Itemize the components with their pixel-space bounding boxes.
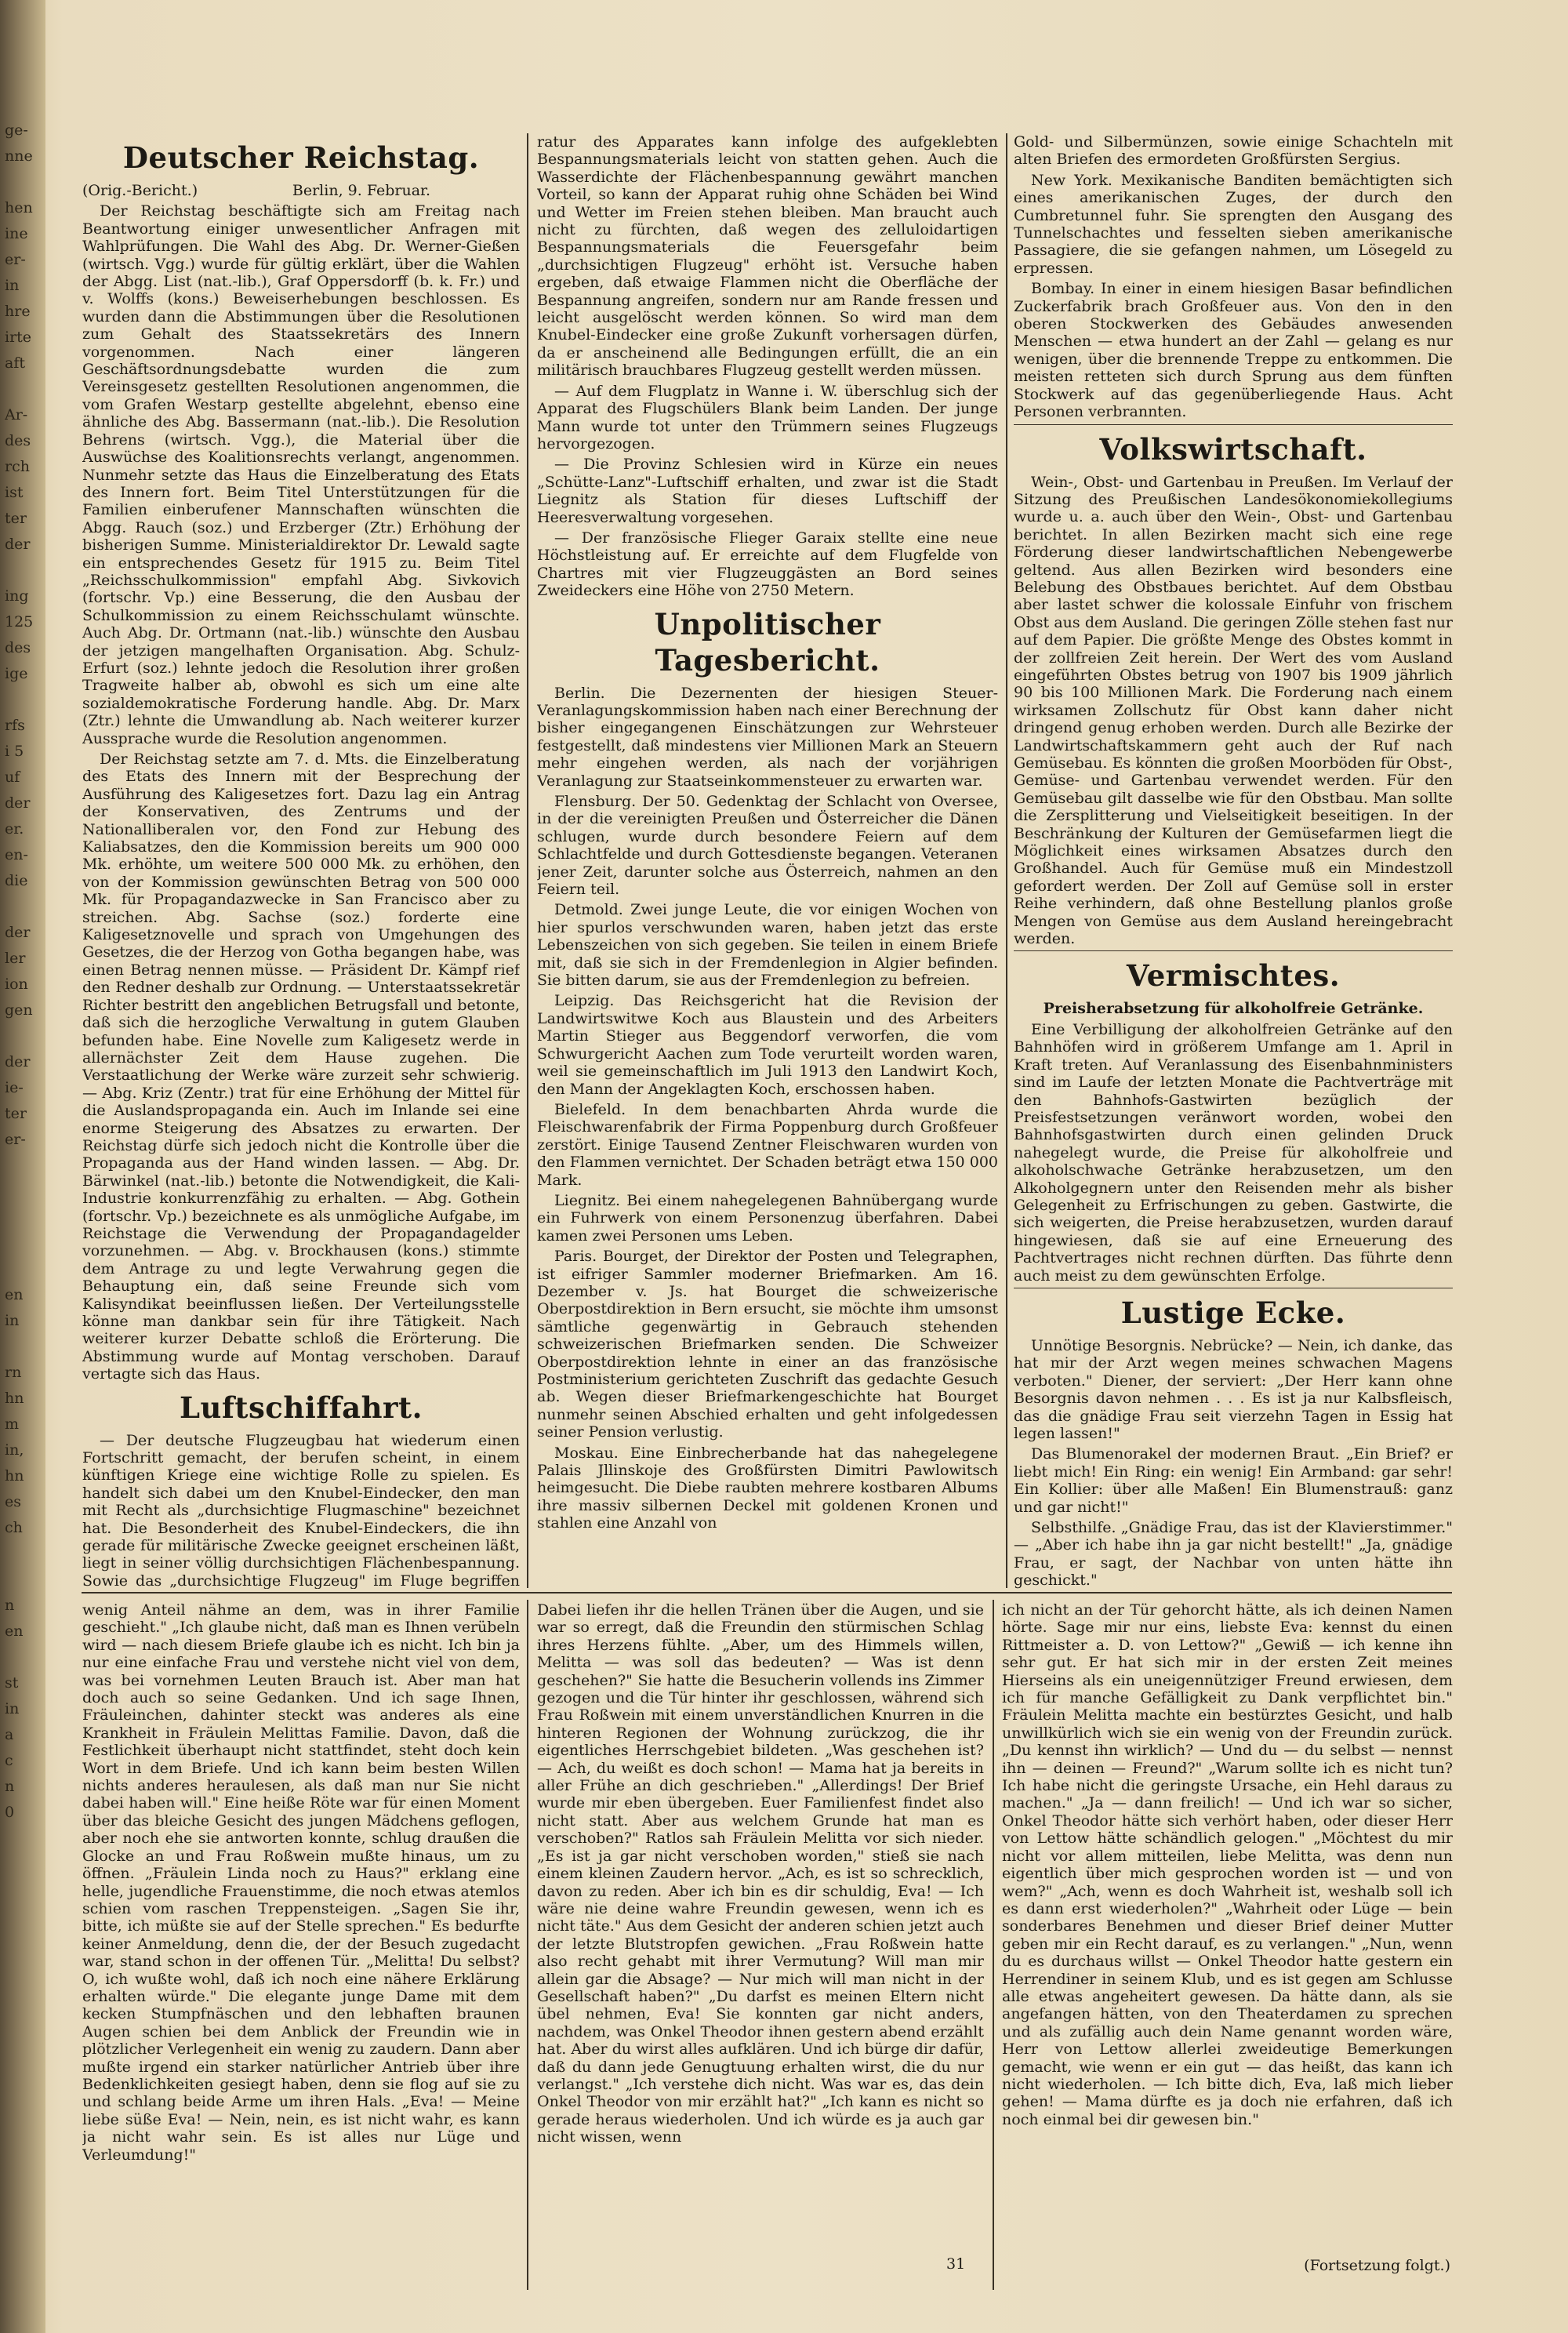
column-2 [537,133,998,1589]
gutter-fragment: der [5,536,31,553]
gutter-fragment [5,687,42,713]
rule-vermischtes [1014,950,1453,951]
gutter-fragment: en- [5,846,28,863]
gutter-fragment: des [5,639,31,656]
gutter-fragment: rn [5,1364,22,1381]
dateline: (Orig.-Bericht.) Berlin, 9. Februar. [82,182,431,199]
gutter-fragment [5,1023,42,1049]
gutter-fragment: ler [5,950,26,967]
gutter-fragment: en [5,1286,24,1303]
gutter-fragment [5,1256,42,1282]
gutter-fragment [5,558,42,583]
gutter-fragment [5,1541,42,1567]
page-number: 31 [946,2255,966,2273]
gutter-fragment: der [5,924,31,941]
gutter-fragment: n [5,1597,15,1614]
report-moskau-cont: Gold- und Silbermünzen, sowie einige Schachteln mit alten Briefen des ermordeten Großfürsten Sergius. [1014,133,1453,169]
gutter-fragment: er- [5,251,26,268]
gutter-fragment: ge- [5,122,28,139]
gutter-fragment: ige [5,665,28,682]
gutter-fragment: a [5,1726,14,1743]
gutter-fragment: hen [5,199,33,216]
gutter-fragment [5,1179,42,1205]
vermischtes-paragraph: Eine Verbilligung der alkoholfreien Getränke auf den Bahnhöfen wird in größerem Umfange am 1. April in Kraft treten. Auf Veranlassung des Eisenbahnministers sind im Laufe der letzten Monate die Pachtverträge mit den Bahnhofs-Gastwirten bezüglich der Preisfestsetzungen veränwort worden, wobei den Bahnhofsgastwirten durch einen gelinden Druck nahegelegt wurde, die Preise für alkoholfreie und alkoholschwache Getränke herabzusetzen, um den Alkoholgegnern unter den Reisenden mehr als bisher Gelegenheit zu Erfrischungen zu geben. Gastwirte, die sich weigerten, die Preise herabzusetzen, wurden darauf hingewiesen, daß sie auf eine Erneuerung des Pachtvertrages nicht rechnen dürften. Das führte denn auch meist zu dem gewünschten Erfolge. [1014,1020,1453,1285]
reichstag-paragraph-2: Der Reichstag setzte am 7. d. Mts. die Einzelberatung des Etats des Innern mit der Besprechung der Ausführung des Kaligesetzes fort. Dazu lag ein Antrag der Konservativen, des Zentrums und der Nationalliberalen vor, den Fond zur Hebung des Kaliabsatzes, den die Kommission bereits um 900 000 Mk. erhöhte, um weitere 500 000 Mk. zu erhöhen, den von der Kommission gewünschten Betrag von 500 000 Mk. für Propagandazwecke in San Francisco aber zu streichen. Abg. Sachse (soz.) forderte eine Kaligesetznovelle und sprach von Umgehungen des Gesetzes, die der Herzog von Gotha begangen habe, was einen Betrag nennen müsse. — Präsident Dr. Kämpf rief den Redner deshalb zur Ordnung. — Unterstaatssekretär Richter bestritt den angeblichen Betrugsfall und betonte, daß sich die herzogliche Verwaltung in gutem Glauben befunden habe. Eine Novelle zum Kaligesetz werde in allernächster Zeit dem Hause zugehen. Die Verstaatlichung der Werke wäre zurzeit sehr schwierig. — Abg. Kriz (Zentr.) trat für eine Erhöhung der Mittel für die Auslandspropaganda ein. Auch im Inlande sei eine enorme Steigerung des Absatzes zu erwarten. Der Reichstag dürfe sich jedoch nicht die Kontrolle über die Propaganda aus der Hand winden lassen. — Abg. Dr. Bärwinkel (nat.-lib.) betonte die Notwendigkeit, die Kali-Industrie konkurrenzfähig zu erhalten. — Abg. Gothein (fortschr. Vp.) bezeichnete es als unmögliche Aufgabe, im Reichstage die Verwendung der Propagandagelder vorzunehmen. — Abg. v. Brockhausen (kons.) stimmte dem Antrage zu und legte Verwahrung gegen die Behauptung ein, daß seine Freunde sich vom Kalisyndikat beeinflussen ließen. Der Verteilungsstelle könne man dankbar sein für ihre Tätigkeit. Nach weiterer kurzer Debatte schloß die Erörterung. Die Abstimmung wurde auf Montag verschoben. Darauf vertagte sich das Haus. [82,750,520,1383]
gutter-fragment: 125 [5,613,34,630]
gutter-fragment: hn [5,1390,24,1407]
gutter-fragment: in [5,1700,20,1717]
gutter-fragment: er. [5,820,24,838]
report-berlin: Berlin. Die Dezernenten der hiesigen Steuer-Veranlagungskommission haben nach einer Berechnung der bisher eingegangenen Einschätzungen zur Wehrsteuer festgestellt, daß mindestens vier Millionen Mark an Steuern mehr eingehen werden, als nach der vorjährigen Veranlagung zur Staatseinkommensteuer zu erwarten war. [537,684,998,790]
volkswirtschaft-paragraph: Wein-, Obst- und Gartenbau in Preußen. Im Verlauf der Sitzung des Preußischen Landesökonomiekollegiums wurde u. a. auch über den Wein-, Obst- und Gartenbau berichtet. In allen Bezirken macht sich eine rege Förderung dieser landwirtschaftlichen Nebengewerbe geltend. Aus allen Bezirken wird besonders eine Belebung des Obstbaues berichtet. Auf dem Obstbau aber lastet schwer die kolossale Einfuhr von frischem Obst aus dem Ausland. Die geringen Zölle stehen fast nur auf dem Papier. Die größte Menge des Obstes kommt in der zollfreien Zeit herein. Der Wert des vom Ausland eingeführten Obstes betrug von 1907 bis 1909 jährlich 90 bis 100 Millionen Mark. Die Forderung nach einem wirksamen Zollschutz für Obst kann daher nicht dringend genug erhoben werden. Durch alle Bezirke der Landwirtschaftskammern geht auch der Ruf nach Gemüsebau. Es könnten die großen Moorböden für Obst-, Gemüse- und Gartenbau verwendet werden. Für den Gemüsebau gilt dasselbe wie für den Obstbau. Man sollte die Zersplitterung und Vielseitigkeit beseitigen. In der Beschränkung der Kulturen der Gemüsefarmen liegt die Möglichkeit eines wirksamen Absatzes durch den Großhandel. Auch für Gemüse muß ein Mindestzoll gefordert werden. Der Zoll auf Gemüse soll in erster Reihe verhindern, daß ohne Bestellung planlos große Mengen von Gemüse aus dem Ausland hereingebracht werden. [1014,473,1453,948]
gutter-fragment [5,894,42,920]
gutter-fragment: in [5,1312,20,1329]
gutter-fragment [5,1205,42,1230]
story-column-1 [82,1601,520,2290]
gutter-fragment: hn [5,1467,24,1484]
story-text-1: wenig Anteil nähme an dem, was in ihrer Familie geschieht." „Ich glaube nicht, daß man es Ihnen verübeln wird — nach diesem Briefe glaube ich es nicht. Ich bin ja nur eine einfache Frau und verstehe nicht viel von dem, was bei vornehmen Leuten Brauch ist. Aber man hat doch auch so seine Gedanken. Und ich sage Ihnen, Fräuleinchen, dahinter steckt was anderes als eine Krankheit in Fräulein Melittas Familie. Davon, daß die Festlichkeit überhaupt nicht stattfindet, steht doch kein Wort in dem Briefe. Und ich kann beim besten Willen nichts anderes heraulesen, als daß man nur Sie nicht dabei haben will." Eine heiße Röte war für einen Moment über das bleiche Gesicht des jungen Mädchens geflogen, aber noch ehe sie antworten konnte, schlug draußen die Glocke an und Frau Roßwein mußte hinaus, um zu öffnen. „Fräulein Linda noch zu Haus?" erklang eine helle, jugendliche Frauenstimme, die noch etwas atemlos schien vom raschen Treppensteigen. „Sagen Sie ihr, bitte, ich müßte sie auf der Stelle sprechen." Es bedurfte keiner Anmeldung, denn die, der der Besuch zugedacht war, stand schon in der offenen Tür. „Melitta! Du selbst? O, ich wußte wohl, daß ich noch eine nähere Erklärung erhalten würde." Die elegante junge Dame mit dem kecken Stumpfnäschen und den lebhaften braunen Augen schien bei dem Anblick der Freundin wie in plötzlicher Verlegenheit ein wenig zu zaudern. Dann aber mußte irgend ein starker natürlicher Antrieb über ihre Bedenklichkeiten gesiegt haben, denn sie flog auf sie zu und schlang beide Arme um ihren Hals. „Eva! — Meine liebe süße Eva! — Nein, nein, es ist nicht wahr, es kann ja nicht wahr sein. Es ist alles nur Lüge und Verleumdung!" [82,1601,520,2164]
gutter-fragment: i 5 [5,743,24,760]
gutter-fragment: st [5,1674,19,1692]
gutter-fragment: 0 [5,1804,15,1821]
column-3 [1014,133,1453,1589]
joke-1: Unnötige Besorgnis. Nebrücke? — Nein, ich danke, das hat mir der Arzt wegen meines schwachen Magens verboten." Diener, der serviert: „Der Herr kann ohne Besorgnis davon nehmen . . . Es ist ja nur Kalbsfleisch, das die gnädige Frau seit vierzehn Tagen in Essig hat legen lassen!" [1014,1336,1453,1442]
page-gutter [0,0,45,2333]
column-1 [82,133,520,1589]
gutter-fragment: m [5,1415,20,1433]
joke-3: Selbsthilfe. „Gnädige Frau, das ist der Klavierstimmer." — „Aber ich habe ihn ja gar nicht bestellt!" „Ja, gnädige Frau, er sagt, der Nachbar von unten hätte ihn geschickt." [1014,1519,1453,1589]
gutter-fragment [5,1230,42,1256]
column-rule-4 [993,1600,994,2290]
story-column-2 [537,1601,984,2290]
heading-volkswirtschaft: Volkswirtschaft. [1099,431,1367,467]
section-divider [82,1592,1452,1593]
gutter-fragment: aft [5,354,25,372]
story-text-2: Dabei liefen ihr die hellen Tränen über die Augen, und sie war so erregt, daß die Freundin den stürmischen Schlag ihres Herzens fühlte. „Aber, um des Himmels willen, Melitta — was soll das bedeuten? — Was ist denn geschehen?" Sie hatte die Besucherin vollends ins Zimmer gezogen und die Tür hinter ihr geschlossen, während sich Frau Roßwein mit einem unverständlichen Knurren in die hinteren Regionen der Wohnung zurückzog, die ihr eigentliches Herrschgebiet bildeten. „Was geschehen ist? — Ach, du weißt es doch schon! — Mama hat ja bereits in aller Frühe an dich geschrieben." „Allerdings! Der Brief wurde mir eben übergeben. Euer Familienfest findet also nicht statt. Aber aus welchem Grunde hat man es verschoben?" Ratlos sah Fräulein Melitta vor sich nieder. „Es ist ja gar nicht verschoben worden," stieß sie nach einem kleinen Zaudern hervor. „Ach, es ist so schrecklich, davon zu reden. Aber ich bin es dir schuldig, Eva! — Ich wäre nie deine wahre Freundin gewesen, wenn ich es nicht täte." Aus dem Gesicht der anderen schien jetzt auch der letzte Blutstropfen gewichen. „Frau Roßwein hatte also recht gehabt mit ihrer Vermutung? Will man mir allein gar die Absage? — Nur mich will man nicht in der Gesellschaft haben?" „Du darfst es meinen Eltern nicht übel nehmen, Eva! Sie konnten gar nicht anders, nachdem, was Onkel Theodor ihnen gestern abend erzählt hat. Aber du wirst alles aufklären. Und ich bürge dir dafür, daß du dann jede Genugtuung erhalten wirst, die du nur verlangst." „Ich verstehe dich nicht. Was war es, das dein Onkel Theodor von mir erzählt hat?" „Ich kann es nicht so gerade heraus wiederholen. Und ich würde es ja auch gar nicht wissen, wenn [537,1601,984,2146]
gutter-fragment: rfs [5,717,25,734]
gutter-fragment: uf [5,769,20,786]
gutter-fragment: der [5,794,31,812]
gutter-fragment: es [5,1493,21,1510]
story-column-3 [1002,1601,1453,2290]
gutter-fragment [5,1644,42,1670]
gutter-fragment: in, [5,1441,24,1459]
gutter-fragment: irte [5,329,32,346]
gutter-fragment: ing [5,587,29,605]
gutter-fragment: ch [5,1519,23,1536]
reichstag-paragraph-1: Der Reichstag beschäftigte sich am Freitag nach Beantwortung einiger unwesentlicher Anfragen mit Wahlprüfungen. Die Wahl des Abg. Dr. Werner-Gießen (wirtsch. Vgg.) wurde für gültig erklärt, über die Wahlen der Abgg. List (nat.-lib.), Graf Oppersdorff (b. k. Fr.) und v. Wolffs (kons.) Beweiserhebungen beschlossen. Es wurden dann die Abstimmungen über die Resolutionen zum Gehalt des Staatssekretärs des Innern vorgenommen. Nach einer längeren Geschäftsordnungsdebatte wurden die zum Vereinsgesetz gestellten Resolutionen angenommen, die vom Grafen Westarp gestellte abgelehnt, ebenso eine ähnliche des Abg. Bassermann (nat.-lib.). Die Resolution Behrens (wirtsch. Vgg.), die Material über die Auswüchse des Koalitionsrechts verlangt, angenommen. Nunmehr setzte das Haus die Einzelberatung des Etats des Innern fort. Beim Titel Unterstützungen für die Familien einberufener Mannschaften wünschten die Abgg. Rauch (soz.) und Erzberger (Ztr.) Erhöhung der bisherigen Summe. Ministerialdirektor Dr. Lewald sagte ein entsprechendes Gesetz für 1915 zu. Beim Titel „Reichsschulkommission" empfahl Abg. Sivkovich (fortschr. Vp.) eine Besserung, die den Ausbau der Schulkommission zu einem Reichsschulamt wünschte. Auch Abg. Dr. Ortmann (nat.-lib.) wünschte den Ausbau der jetzigen mangelhaften Organisation. Abg. Schulz-Erfurt (soz.) lehnte jedoch die Resolution ihrer großen Tragweite halber ab, obwohl es sich um eine alte sozialdemokratische Forderung handle. Abg. Dr. Marx (Ztr.) lehnte die Umwandlung ab. Nach weiterer kurzer Aussprache wurde die Resolution angenommen. [82,202,520,747]
column-rule-1 [527,133,528,1588]
luftschiffahrt-paragraph-5: — Der französische Flieger Garaix stellte eine neue Höchstleistung auf. Er erreichte auf dem Flugfelde von Chartres mit vier Flugzeuggästen an Bord seines Zweideckers eine Höhe von 2750 Metern. [537,529,998,600]
gutter-fragment: rch [5,458,30,475]
gutter-text [5,118,42,1826]
report-bombay: Bombay. In einer in einem hiesigen Basar befindlichen Zuckerfabrik brach Großfeuer aus. Von den in den oberen Stockwerken des Gebäudes anwesenden Menschen — etwa hundert an der Zahl — gelang es nur wenigen, über die brennende Treppe zu entkommen. Die meisten retteten sich durch Sprung aus dem fünften Stockwerk auf das gegenüberliegende Haus. Acht Personen verbrannten. [1014,280,1453,421]
joke-2: Das Blumenorakel der modernen Braut. „Ein Brief? er liebt mich! Ein Ring: ein wenig! Ein Armband: gar sehr! Ein Kollier: über alle Maßen! Ein Blumenstrauß: ganz und gar nicht!" [1014,1445,1453,1516]
column-rule-2 [1006,133,1007,1588]
gutter-fragment: er- [5,1131,26,1148]
story-text-3: ich nicht an der Tür gehorcht hätte, als ich deinen Namen hörte. Sage mir nur eins, liebste Eva: kennst du einen Rittmeister a. D. von Lettow?" „Gewiß — ich kenne ihn sehr gut. Er hat sich mir in der ersten Zeit meines Hierseins als ein uneigennütziger Freund erwiesen, dem ich für manche Gefälligkeit zu Dank verpflichtet bin." Fräulein Melitta machte ein bestürztes Gesicht, und halb unwillkürlich wich sie ein wenig von der Freundin zurück. „Du kennst ihn wirklich? — Und du — du selbst — nennst ihn — deinen — Freund?" „Warum sollte ich es nicht tun? Ich habe nicht die geringste Ursache, ein Hehl daraus zu machen." „Ja — dann freilich! — Und ich war so sicher, Onkel Theodor hätte sich verhört haben, oder dieser Herr von Lettow hätte schändlich gelogen." „Möchtest du mir nicht vor allem mitteilen, liebe Melitta, was denn nun eigentlich über mich gesprochen worden ist — und von wem?" „Ach, wenn es doch Wahrheit ist, weshalb soll ich es dann erst wiederholen?" „Wahrheit oder Lüge — bein sonderbares Benehmen und dieser Brief deiner Mutter geben mir ein Recht darauf, es zu verlangen." „Nun, wenn du es durchaus willst — Onkel Theodor hatte gestern ein Herrendiner in seinem Klub, und es ist gegen am Schlusse alle etwas angeheitert gewesen. Da hätte dann, als sie angefangen hätten, von den Theaterdamen zu sprechen und als zufällig auch dein Name genannt worden wäre, Herr von Lettow allerlei zweideutige Bemerkungen gemacht, wie wenn er ein gut — das heißt, das kann ich nicht wiederholen. — Ich bitte dich, Eva, laß mich lieber gehen! — Mama dürfte es ja doch nie erfahren, daß ich noch einmal bei dir gewesen bin." [1002,1601,1453,2128]
luftschiffahrt-paragraph-4: — Die Provinz Schlesien wird in Kürze ein neues „Schütte-Lanz"-Luftschiff erhalten, und zwar ist die Stadt Liegnitz als Station für dieses Luftschiff der Heeresverwaltung vorgesehen. [537,456,998,526]
luftschiffahrt-paragraph-1: — Der deutsche Flugzeugbau hat wiederum einen Fortschritt gemacht, der berufen scheint, in einem künftigen Kriege eine wichtige Rolle zu spielen. Es handelt sich dabei um den Knubel-Eindecker, den man mit Recht als „durchsichtige Flugmaschine" bezeichnet hat. Die Besonderheit des Knubel-Eindeckers, die ihn gerade für militärische Zwecke geeignet erscheinen läßt, liegt in seiner völlig durchsichtigen Flächenbespannung. Sowie das „durchsichtige Flugzeug" im Fluge begriffen [82,1431,520,1589]
gutter-fragment: ter [5,510,27,527]
gutter-fragment: ine [5,225,28,242]
heading-reichstag: Deutscher Reichstag. [122,140,480,175]
gutter-fragment: ion [5,976,28,993]
gutter-fragment [5,1567,42,1593]
gutter-fragment [5,376,42,402]
heading-lustige-ecke: Lustige Ecke. [1120,1295,1346,1330]
report-liegnitz: Liegnitz. Bei einem nahegelegenen Bahnübergang wurde ein Fuhrwerk von einem Personenzug überfahren. Dabei kamen zwei Personen ums Leben. [537,1191,998,1245]
gutter-fragment: der [5,1053,31,1070]
luftschiffahrt-paragraph-3: — Auf dem Flugplatz in Wanne i. W. überschlug sich der Apparat des Flugschülers Blank beim Landen. Der junge Mann wurde tot unter den Trümmern seines Flugzeugs hervorgezogen. [537,382,998,452]
report-flensburg: Flensburg. Der 50. Gedenktag der Schlacht von Oversee, in der die vereinigten Preußen und Österreicher die Dänen schlugen, wurde durch besondere Feiern auf dem Schlachtfelde und durch Gottesdienste begangen. Veteranen jener Zeit, darunter solche aus Österreich, nahmen an den Feiern teil. [537,793,998,899]
gutter-fragment: n [5,1778,15,1795]
continuation-note: (Fortsetzung folgt.) [1304,2257,1450,2274]
vermischtes-subheading: Preisherabsetzung für alkoholfreie Getränke. [1043,1000,1424,1018]
report-bielefeld: Bielefeld. In dem benachbarten Ahrda wurde die Fleischwarenfabrik der Firma Poppenburg durch Großfeuer zerstört. Einige Tausend Zentner Fleischwaren wurden von den Flammen vernichtet. Der Schaden beträgt etwa 150 000 Mark. [537,1100,998,1189]
report-detmold: Detmold. Zwei junge Leute, die vor einigen Wochen von hier spurlos verschwunden waren, haben jetzt das erste Lebenszeichen von sich gegeben. Sie teilen in einem Briefe mit, daß sie sich in der Fremdenlegion in Algier befinden. Sie bitten darum, sie aus der Fremdenlegion zu befreien. [537,901,998,990]
gutter-fragment: des [5,432,31,449]
gutter-fragment: ie- [5,1079,24,1096]
gutter-fragment [5,169,42,195]
gutter-fragment: nne [5,147,33,165]
gutter-fragment: Ar- [5,406,28,423]
gutter-fragment: ter [5,1105,27,1122]
report-paris: Paris. Bourget, der Direktor der Posten und Telegraphen, ist eifriger Sammler moderner Briefmarken. Am 16. Dezember v. Js. hat Bourget die schweizerische Oberpostdirektion in Bern ersucht, sie möchte ihm umsonst sämtliche gegenwärtig in Gebrauch stehenden schweizerischen Briefmarken senden. Die Schweizer Oberpostdirektion lehnte in einer an das französische Postministerium gerichteten Zuschrift das gedachte Gesuch ab. Wegen dieser Briefmarkengeschichte hat Bourget nunmehr seinen Abschied erhalten und geht infolgedessen seiner Pension verlustig. [537,1248,998,1441]
gutter-fragment [5,1153,42,1179]
rule-volkswirtschaft [1014,424,1453,425]
gutter-fragment: en [5,1623,24,1640]
gutter-fragment: ist [5,484,24,501]
gutter-fragment: die [5,872,28,889]
heading-tagesbericht: Unpolitischer Tagesbericht. [654,606,881,678]
gutter-fragment: hre [5,303,31,320]
luftschiffahrt-paragraph-2: ratur des Apparates kann infolge des aufgeklebten Bespannungsmaterials leicht von statten gehen. Auch die Wasserdichte der Flächenbespannung gewährt manchen Vorteil, so kann der Apparat ruhig ohne Schäden bei Wind und Wetter im Freien stehen bleiben. Man braucht auch nicht zu fürchten, daß wegen des zelluloidartigen Bespannungsmaterials die Feuersgefahr beim „durchsichtigen Flugzeug" erhöht ist. Versuche haben ergeben, daß etwaige Flammen nicht die Oberfläche der Bespannung angreifen, sondern nur am Rande fressen und leicht ausgelöscht werden können. So wird man dem Knubel-Eindecker eine große Zukunft vorhersagen dürfen, da er anscheinend alle Bedingungen erfüllt, die an ein militärisch brauchbares Flugzeug gestellt werden müssen. [537,133,998,380]
gutter-fragment: c [5,1752,13,1769]
heading-luftschiffahrt: Luftschiffahrt. [180,1390,423,1425]
column-rule-3 [527,1600,528,2290]
report-moskau: Moskau. Eine Einbrecherbande hat das nahegelegene Palais Jllinskoje des Großfürsten Dimitri Pawlowitsch heimgesucht. Die Diebe raubten mehrere kostbaren Albums ihre massiv silbernen Deckel mit goldenen Kronen und stahlen eine Anzahl von [537,1444,998,1532]
gutter-fragment: gen [5,1001,33,1019]
report-leipzig: Leipzig. Das Reichsgericht hat die Revision der Landwirtswitwe Koch aus Blaustein und des Arbeiters Martin Stieger aus Beggendorf verworfen, die vom Schwurgericht Aachen zum Tode verurteilt worden waren, weil sie gemeinschaftlich im Juli 1913 den Landwirt Koch, den Mann der Angeklagten Koch, erschossen haben. [537,992,998,1098]
gutter-fragment: in [5,277,20,294]
report-newyork: New York. Mexikanische Banditen bemächtigten sich eines amerikanischen Zuges, der durch den Cumbretunnel fuhr. Sie sprengten den Ausgang des Tunnelschachtes und fesselten sieben amerikanische Passagiere, die sie gefangen nahmen, um Lösegeld zu erpressen. [1014,171,1453,277]
heading-vermischtes: Vermischtes. [1126,958,1341,994]
gutter-fragment [5,1334,42,1360]
